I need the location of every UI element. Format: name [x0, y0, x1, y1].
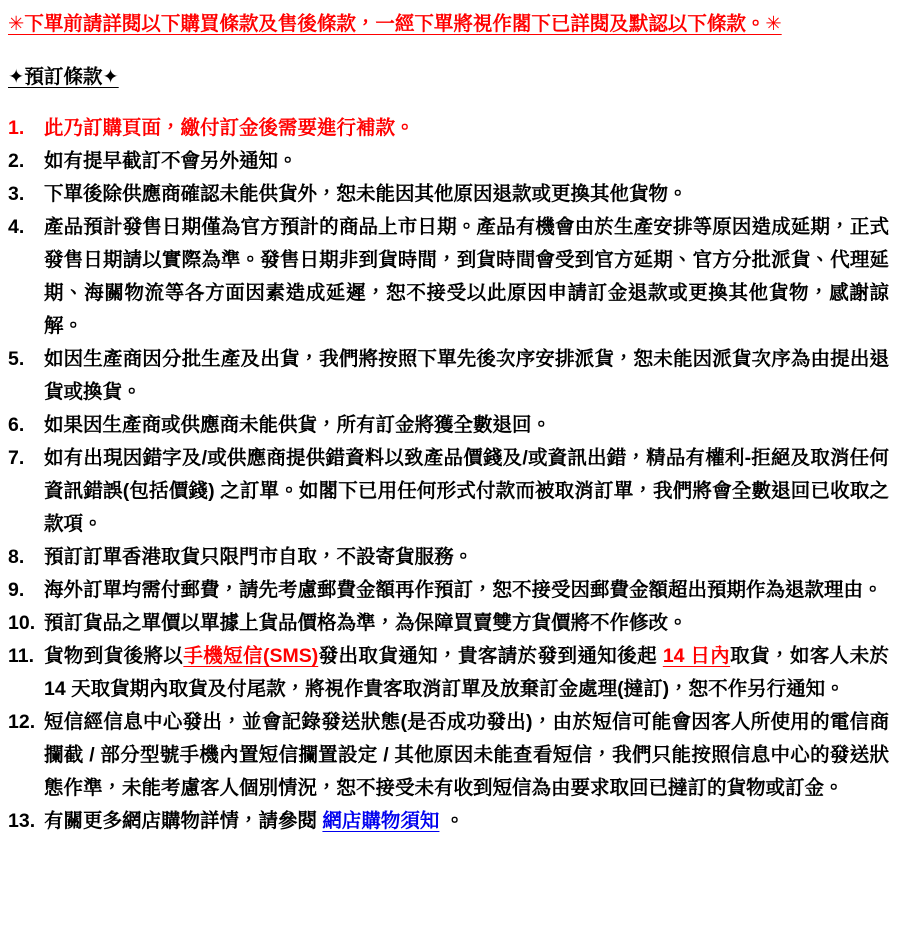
term-number: 9.	[8, 579, 25, 601]
term-13-part-2: 。	[439, 810, 465, 832]
term-11-part-1: 貨物到貨後將以	[44, 645, 184, 667]
section-title-preorder-terms	[8, 61, 889, 94]
term-text-more-info	[44, 805, 889, 838]
term-number: 2.	[8, 150, 25, 172]
term-number: 8.	[8, 546, 25, 568]
pickup-deadline-highlight: 14 日內	[662, 645, 731, 667]
term-11-part-2: 發出取貨通知，貴客請於發到通知後起	[318, 645, 663, 667]
term-number: 10.	[8, 612, 36, 634]
term-text-sms-pickup	[44, 640, 889, 706]
term-text-sms-delivery-status: 短信經信息中心發出，並會記錄發送狀態(是否成功發出)，由於短信可能會因客人所使用的電信商攔截 / 部分型號手機內置短信攔置設定 / 其他原因未能查看短信，我們只能按照信息中心的發送狀態作準，未能考慮客人個別情況，恕不接受未有收到短信為由要求取回已撻訂的貨物或訂金。	[44, 711, 889, 799]
term-item-10	[8, 607, 889, 640]
term-text-no-refund: 下單後除供應商確認未能供貨外，恕未能因其他原因退款或更換其他貨物。	[44, 183, 688, 205]
term-item-12	[8, 706, 889, 805]
term-text-deposit-page: 此乃訂購頁面，繳付訂金後需要進行補款。	[44, 117, 415, 139]
term-item-5	[8, 343, 889, 409]
term-number: 12.	[8, 711, 36, 733]
term-item-9	[8, 574, 889, 607]
term-text-full-refund: 如果因生產商或供應商未能供貨，所有訂金將獲全數退回。	[44, 414, 552, 436]
term-number: 6.	[8, 414, 25, 436]
term-item-6	[8, 409, 889, 442]
term-number: 13.	[8, 810, 36, 832]
shopping-guide-link[interactable]: 網店購物須知	[322, 810, 440, 832]
term-number: 11.	[8, 645, 35, 667]
term-number: 5.	[8, 348, 25, 370]
term-item-7	[8, 442, 889, 541]
term-item-2	[8, 145, 889, 178]
term-item-1	[8, 112, 889, 145]
term-number: 7.	[8, 447, 25, 469]
purchase-notice-text: ✳下單前請詳閱以下購買條款及售後條款，一經下單將視作閣下已詳閱及默認以下條款。✳	[8, 13, 782, 35]
term-text-fixed-price: 預訂貨品之單價以單據上貨品價格為準，為保障買賣雙方貨價將不作修改。	[44, 612, 688, 634]
term-text-error-cancellation: 如有出現因錯字及/或供應商提供錯資料以致產品價錢及/或資訊出錯，精品有權利-拒絕及取消任何資訊錯誤(包括價錢) 之訂單。如閣下已用任何形式付款而被取消訂單，我們將會全數退回已收取之款項。	[44, 447, 889, 535]
term-number: 1.	[8, 117, 25, 139]
terms-list	[8, 112, 889, 838]
term-item-13	[8, 805, 889, 838]
term-item-4	[8, 211, 889, 343]
term-item-11	[8, 640, 889, 706]
term-11-part-3: 取貨，如客人未於 14 天取貨期內取貨及付尾款，將視作貴客取消訂單及放棄訂金處理(撻訂)，恕不作另行通知。	[44, 645, 889, 700]
section-title-text: ✦預訂條款✦	[8, 66, 119, 88]
sms-highlight: 手機短信(SMS)	[183, 645, 319, 667]
term-13-part-1: 有關更多網店購物詳情，請參閱	[44, 810, 323, 832]
term-text-early-cutoff: 如有提早截訂不會另外通知。	[44, 150, 298, 172]
term-text-overseas-postage: 海外訂單均需付郵費，請先考慮郵費金額再作預訂，恕不接受因郵費金額超出預期作為退款理由。	[44, 579, 883, 601]
term-number: 4.	[8, 216, 25, 238]
term-text-batch-shipping: 如因生產商因分批生產及出貨，我們將按照下單先後次序安排派貨，恕未能因派貨次序為由提出退貨或換貨。	[44, 348, 889, 403]
term-item-8	[8, 541, 889, 574]
term-text-release-date: 產品預計發售日期僅為官方預計的商品上市日期。產品有機會由於生產安排等原因造成延期，正式發售日期請以實際為準。發售日期非到貨時間，到貨時間會受到官方延期、官方分批派貨、代理延期、海關物流等各方面因素造成延遲，恕不接受以此原因申請訂金退款或更換其他貨物，感謝諒解。	[44, 216, 889, 337]
term-text-hk-pickup: 預訂訂單香港取貨只限門市自取，不設寄貨服務。	[44, 546, 474, 568]
purchase-notice-header	[8, 8, 889, 41]
term-item-3	[8, 178, 889, 211]
term-number: 3.	[8, 183, 25, 205]
